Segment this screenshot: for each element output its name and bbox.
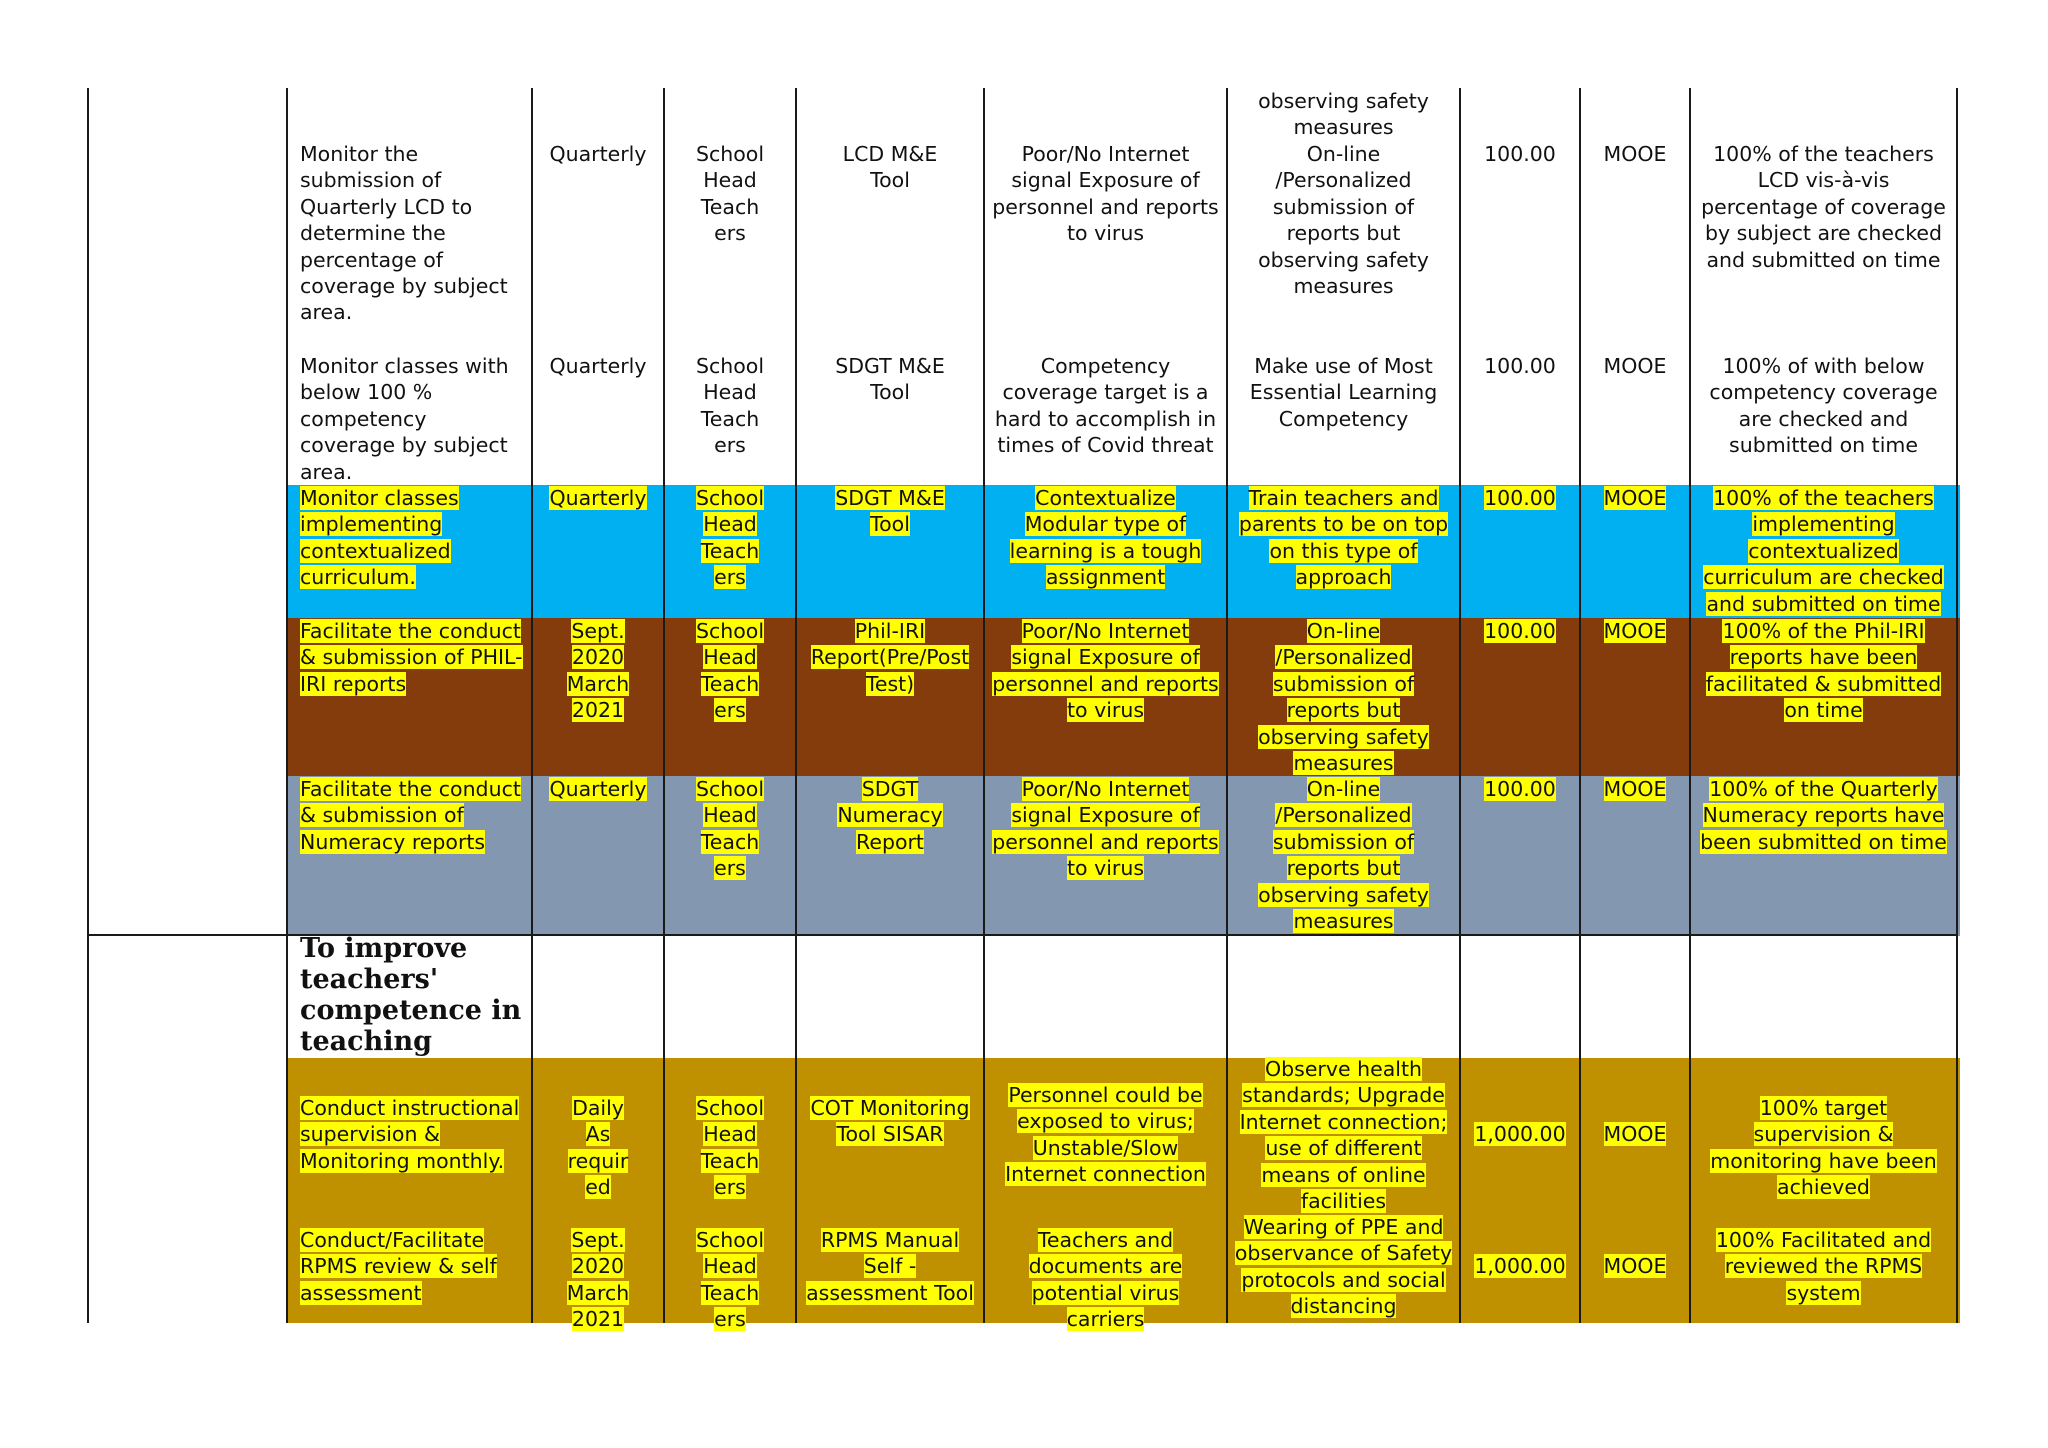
row1-risk: Poor/No Internet signal Exposure of personnel and reports to virus: [992, 142, 1219, 246]
row6-risk: Personnel could be exposed to virus; Unstable/Slow Internet connection: [1005, 1083, 1206, 1187]
row2-person: School Head Teachers: [695, 354, 765, 458]
section-heading: To improve teachers' competence in teaching: [300, 933, 522, 1057]
row5-budget: 100.00: [1484, 777, 1556, 801]
row3-risk: Contextualize Modular type of learning is a tough assignment: [1009, 486, 1202, 590]
row4-source: MOOE: [1603, 619, 1667, 643]
row1-person: School Head Teachers: [695, 142, 765, 246]
row6-source: MOOE: [1603, 1122, 1667, 1146]
row3-indicator: 100% of the teachers implementing contextualized curriculum are checked and submitted on time: [1703, 486, 1944, 616]
row1-frequency: Quarterly: [549, 142, 647, 166]
row2-budget: 100.00: [1484, 354, 1556, 378]
row7-frequency: Sept. 2020 March 2021: [566, 1228, 630, 1332]
row6-tool: COT Monitoring Tool SISAR: [810, 1096, 970, 1147]
row4-indicator: 100% of the Phil-IRI reports have been facilitated & submitted on time: [1705, 619, 1942, 723]
row4-risk: Poor/No Internet signal Exposure of personnel and reports to virus: [992, 619, 1219, 723]
row5-person: School Head Teachers: [695, 777, 765, 881]
row7-budget: 1,000.00: [1474, 1254, 1566, 1278]
row3-tool: SDGT M&E Tool: [835, 486, 945, 537]
row1-budget: 100.00: [1484, 142, 1556, 166]
row1-tool: LCD M&E Tool: [842, 142, 938, 193]
row7-mitigation: Wearing of PPE and observance of Safety protocols and social distancing: [1234, 1215, 1453, 1319]
row3-task: Monitor classes implementing contextualized curriculum.: [300, 486, 459, 590]
row2-task: Monitor classes with below 100 % competency coverage by subject area.: [300, 354, 509, 484]
row1-mitigation: On-line /Personalized submission of reports but observing safety measures: [1258, 142, 1429, 299]
row2-mitigation: Make use of Most Essential Learning Competency: [1249, 354, 1438, 431]
row7-indicator: 100% Facilitated and reviewed the RPMS system: [1715, 1228, 1932, 1305]
table-rule-v0: [87, 88, 89, 1323]
row4-person: School Head Teachers: [695, 619, 765, 723]
row1-indicator: 100% of the teachers LCD vis-à-vis percentage of coverage by subject are checked and submitted on time: [1701, 142, 1946, 272]
row4-tool: Phil-IRI Report(Pre/Post Test): [810, 619, 970, 696]
row1-task: Monitor the submission of Quarterly LCD to determine the percentage of coverage by subject area.: [300, 142, 508, 325]
row7-task: Conduct/Facilitate RPMS review & self assessment: [300, 1228, 497, 1305]
row7-source: MOOE: [1603, 1254, 1667, 1278]
row5-mitigation: On-line /Personalized submission of reports but observing safety measures: [1258, 777, 1429, 934]
row6-mitigation: Observe health standards; Upgrade Internet connection; use of different means of online facilities: [1239, 1057, 1448, 1214]
row4-mitigation: On-line /Personalized submission of reports but observing safety measures: [1258, 619, 1429, 776]
row3-person: School Head Teachers: [695, 486, 765, 590]
row4-budget: 100.00: [1484, 619, 1556, 643]
row6-frequency: Daily As required: [567, 1096, 629, 1200]
row2-indicator: 100% of with below competency coverage are checked and submitted on time: [1709, 354, 1938, 458]
row5-frequency: Quarterly: [549, 777, 647, 801]
row5-risk: Poor/No Internet signal Exposure of personnel and reports to virus: [992, 777, 1219, 881]
row6-task: Conduct instructional supervision & Monitoring monthly.: [300, 1096, 520, 1173]
row7-person: School Head Teachers: [695, 1228, 765, 1332]
row3-frequency: Quarterly: [549, 486, 647, 510]
row5-source: MOOE: [1603, 777, 1667, 801]
row3-budget: 100.00: [1484, 486, 1556, 510]
row2-tool: SDGT M&E Tool: [835, 354, 945, 405]
row1-source: MOOE: [1603, 142, 1667, 166]
row4-frequency: Sept. 2020 March 2021: [566, 619, 630, 723]
table-rule-v10: [1956, 88, 1958, 1323]
row2-risk: Competency coverage target is a hard to accomplish in times of Covid threat: [994, 354, 1217, 458]
row4-task: Facilitate the conduct & submission of PHIL-IRI reports: [300, 619, 523, 696]
row6-budget: 1,000.00: [1474, 1122, 1566, 1146]
row6-indicator: 100% target supervision & monitoring have been achieved: [1710, 1096, 1937, 1200]
row7-tool: RPMS Manual Self - assessment Tool: [806, 1228, 974, 1305]
row3-source: MOOE: [1603, 486, 1667, 510]
row2-source: MOOE: [1603, 354, 1667, 378]
row3-mitigation: Train teachers and parents to be on top on this type of approach: [1238, 486, 1449, 590]
row5-indicator: 100% of the Quarterly Numeracy reports have been submitted on time: [1700, 777, 1947, 854]
row6-person: School Head Teachers: [695, 1096, 765, 1200]
row7-risk: Teachers and documents are potential virus carriers: [1028, 1228, 1183, 1332]
row0-mitigation: observing safety measures: [1258, 89, 1429, 140]
row5-tool: SDGT Numeracy Report: [837, 777, 943, 854]
row5-task: Facilitate the conduct & submission of Numeracy reports: [300, 777, 521, 854]
row2-frequency: Quarterly: [549, 354, 647, 378]
